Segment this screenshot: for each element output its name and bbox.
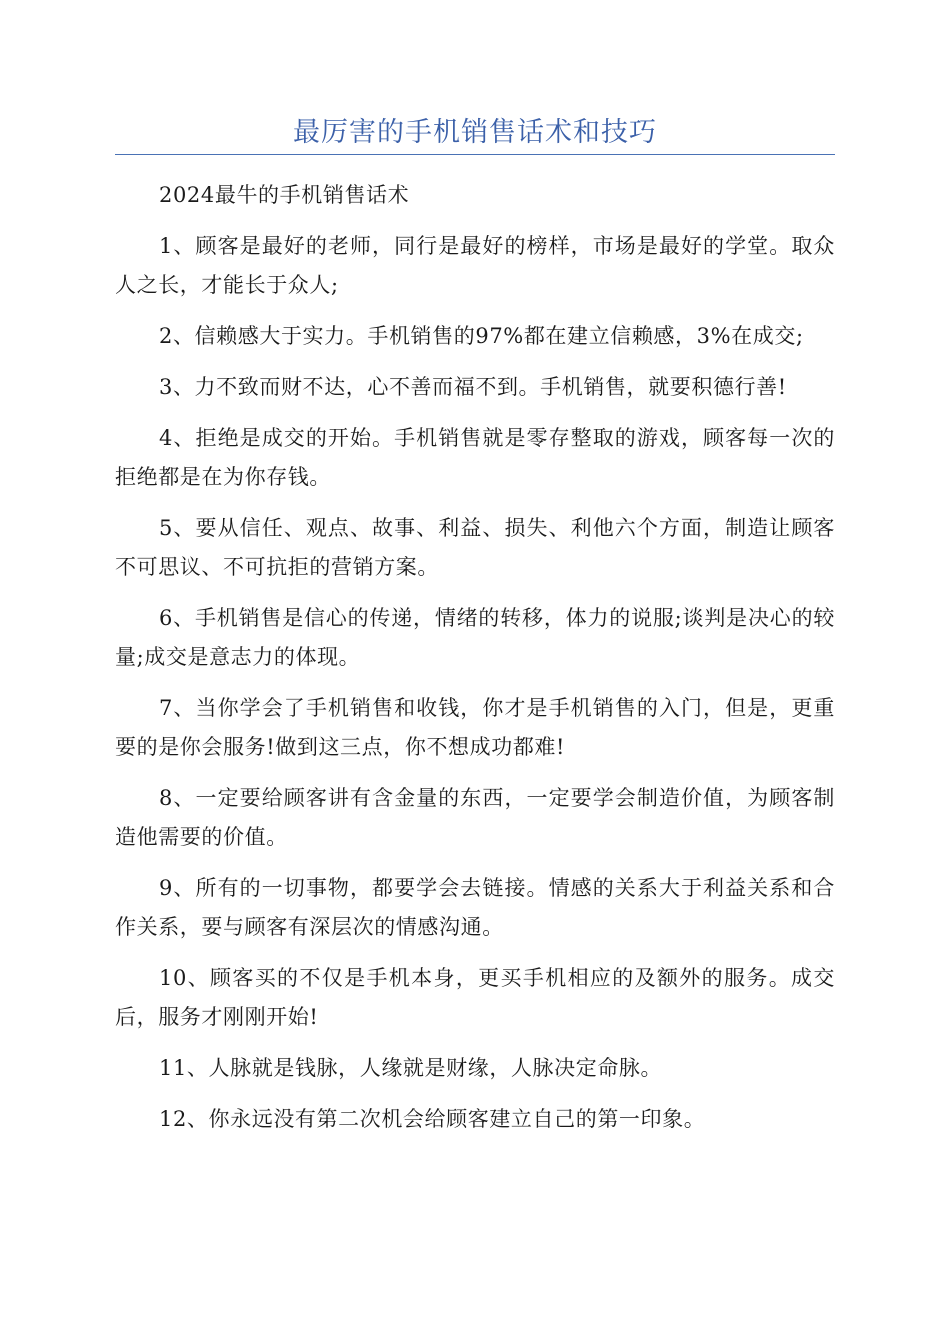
subtitle-paragraph: 2024最牛的手机销售话术 [159, 183, 410, 207]
paragraph-3: 3、力不致而财不达，心不善而福不到。手机销售，就要积德行善! [159, 375, 787, 399]
paragraph-9: 9、所有的一切事物，都要学会去链接。情感的关系大于利益关系和合作关系，要与顾客有深层次的情感沟通。 [115, 876, 835, 939]
paragraph-4: 4、拒绝是成交的开始。手机销售就是零存整取的游戏，顾客每一次的拒绝都是在为你存钱。 [115, 426, 835, 489]
paragraph-11: 11、人脉就是钱脉，人缘就是财缘，人脉决定命脉。 [159, 1056, 663, 1080]
paragraph-10: 10、顾客买的不仅是手机本身，更买手机相应的及额外的服务。成交后，服务才刚刚开始! [115, 966, 835, 1029]
paragraph-1: 1、顾客是最好的老师，同行是最好的榜样，市场是最好的学堂。取众人之长，才能长于众人; [115, 234, 835, 297]
paragraph-2: 2、信赖感大于实力。手机销售的97%都在建立信赖感，3%在成交; [159, 324, 804, 348]
document-body [115, 176, 835, 1151]
paragraph-7: 7、当你学会了手机销售和收钱，你才是手机销售的入门，但是，更重要的是你会服务!做到这三点，你不想成功都难! [115, 696, 835, 759]
title-underline [115, 154, 835, 155]
paragraph-6: 6、手机销售是信心的传递，情绪的转移，体力的说服;谈判是决心的较量;成交是意志力的体现。 [115, 606, 835, 669]
paragraph-5: 5、要从信任、观点、故事、利益、损失、利他六个方面，制造让顾客不可思议、不可抗拒的营销方案。 [115, 516, 835, 579]
document-title: 最厉害的手机销售话术和技巧 [293, 117, 657, 148]
paragraph-8: 8、一定要给顾客讲有含金量的东西，一定要学会制造价值，为顾客制造他需要的价值。 [115, 786, 835, 849]
paragraph-12: 12、你永远没有第二次机会给顾客建立自己的第一印象。 [159, 1107, 706, 1131]
